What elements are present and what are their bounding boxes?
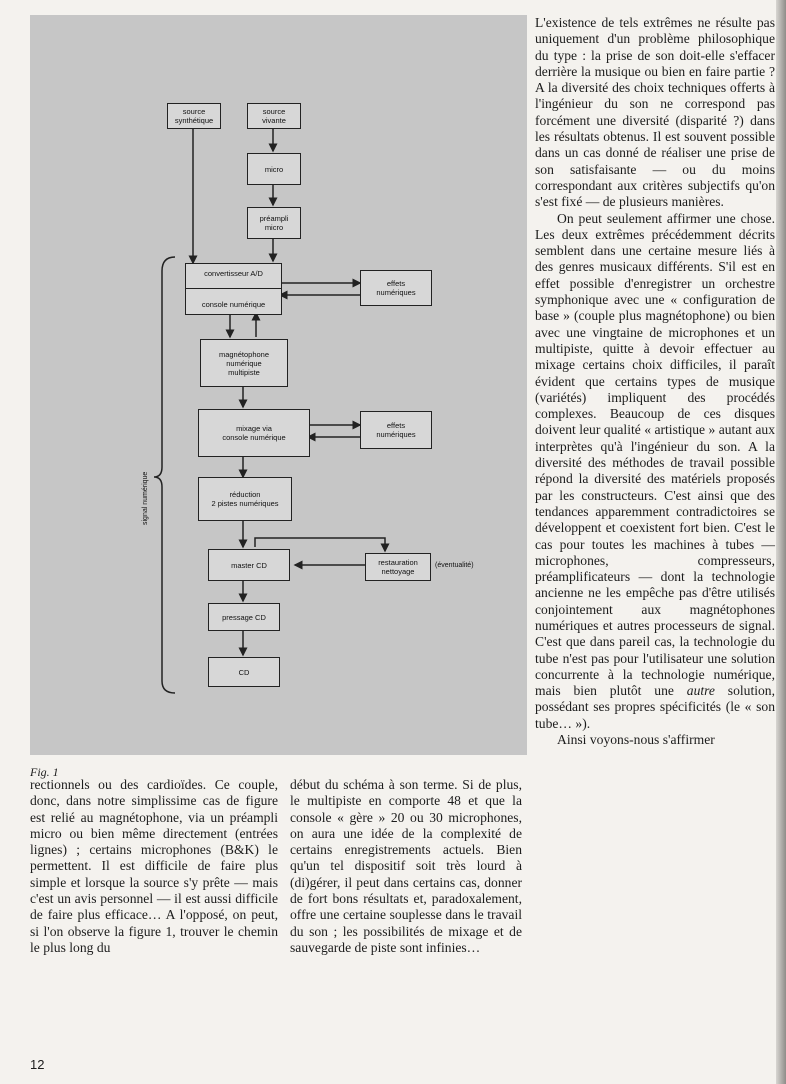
diagram-box-cd: CD — [208, 657, 280, 687]
text-column-1 — [30, 777, 278, 956]
figure-caption: Fig. 1 — [30, 765, 59, 779]
diagram-box-effets-1: effets numériques — [360, 270, 432, 306]
diagram-box-magnetophone: magnétophone numérique multipiste — [200, 339, 288, 387]
diagram-box-restauration: restauration nettoyage — [365, 553, 431, 581]
diagram-box-source-vivante: source vivante — [247, 103, 301, 129]
page-edge-shadow — [776, 0, 786, 1084]
diagram-label-signal-numerique: signal numérique — [142, 471, 149, 525]
diagram-box-preampli: préampli micro — [247, 207, 301, 239]
paragraph: Ainsi voyons-nous s'affirmer — [557, 732, 715, 748]
page-number: 12 — [30, 1057, 45, 1072]
paragraph-text: solution, possédant ses propres spécificités (le « son tube… »). — [535, 683, 776, 731]
diagram-box-mixage: mixage via console numérique — [198, 409, 310, 457]
diagram-box-divider — [186, 288, 281, 289]
diagram-label-console: console numérique — [201, 299, 266, 309]
paragraph: rectionnels ou des cardioïdes. Ce couple, donc, dans notre simplissime cas de figure est relié au magnétophone, via un préampli micro ou bien même directement (entrées lignes) ; certains microphones (B&K) le permettent. Il est difficile de faire plus simple et lorsque la source s'y prête — mais c'est un avis personnel — il est aussi difficile de faire plus efficace… A l'opposé, on peut, si l'on observe la figure 1, trouver le chemin le plus long du — [30, 777, 278, 955]
paragraph: L'existence de tels extrêmes ne résulte pas uniquement d'un problème philosophique du type : la prise de son doit-elle s'effacer derrière la musique ou bien en faire partie ? A la diversité des choix techniques offerts à l'ingénieur du son ne correspond pas forcément une diversité (disparité ?) dans les résultats obtenus. Il est souvent possible dans un cas donné de réaliser une prise de son satisfaisante — ou du moins correspondant aux critères subjectifs qu'on s'est fixé — de plusieurs manières. — [535, 15, 775, 210]
text-column-2 — [290, 777, 522, 956]
diagram-box-pressage-cd: pressage CD — [208, 603, 280, 631]
diagram-box-convertisseur-console — [185, 263, 282, 315]
diagram-label-convertisseur: convertisseur A/D — [204, 269, 263, 279]
text-column-3 — [535, 15, 775, 748]
diagram-box-micro: micro — [247, 153, 301, 185]
diagram-box-reduction: réduction 2 pistes numériques — [198, 477, 292, 521]
diagram-label-eventualite: (éventualité) — [435, 562, 474, 569]
diagram-box-source-synthetique: source synthétique — [167, 103, 221, 129]
paragraph: début du schéma à son terme. Si de plus, le multipiste en comporte 48 et que la console « gère » 20 ou 30 microphones, on aura une idée de la complexité de certains enregistrements actuels. Bien qu'un tel dispositif soit très lourd à (di)gérer, il peut dans certains cas, donner de fort bons résultats et, paradoxalement, offre une certaine souplesse dans le travail du son ; les possibilités de mixage et de sauvegarde de piste sont infinies… — [290, 777, 522, 955]
paragraph — [535, 211, 775, 733]
figure-1-diagram — [30, 15, 527, 755]
emphasis-text: autre — [686, 683, 715, 699]
paragraph-text: On peut seulement affirmer une chose. Les deux extrêmes précédemment décrits semblent dans une certaine mesure liés à des genres musicaux différents. S'il est en effet possible d'enregistrer un orchestre symphonique avec une « configuration de base » (couple plus magnétophone) ou bien avec une vingtaine de microphones et un multipiste, quitte à devoir effectuer au mixage certains choix difficiles, il paraît évident que certains types de musique (variétés) impliquent des procédés complexes. Beaucoup de ces disques doivent leur qualité « artistique » autant aux interprètes qu'à l'ingénieur du son. A la diversité des méthodes de travail possible répond la diversité des matériels proposés par les constructeurs. C'est ainsi que des tendances apparemment contradictoires se développent et coexistent fort bien. C'est le cas pour toutes les machines à tubes — microphones, compresseurs, préamplificateurs — dont la technologie ancienne ne les empêche pas d'être utilisés conjointement aux magnétophones numériques et autres processeurs de signal. C'est que dans pareil cas, la technologie du tube n'est pas pour l'utilisateur une solution concurrente à la technologie numérique, mais bien plutôt une — [535, 210, 775, 699]
diagram-box-effets-2: effets numériques — [360, 411, 432, 449]
diagram-box-master-cd: master CD — [208, 549, 290, 581]
